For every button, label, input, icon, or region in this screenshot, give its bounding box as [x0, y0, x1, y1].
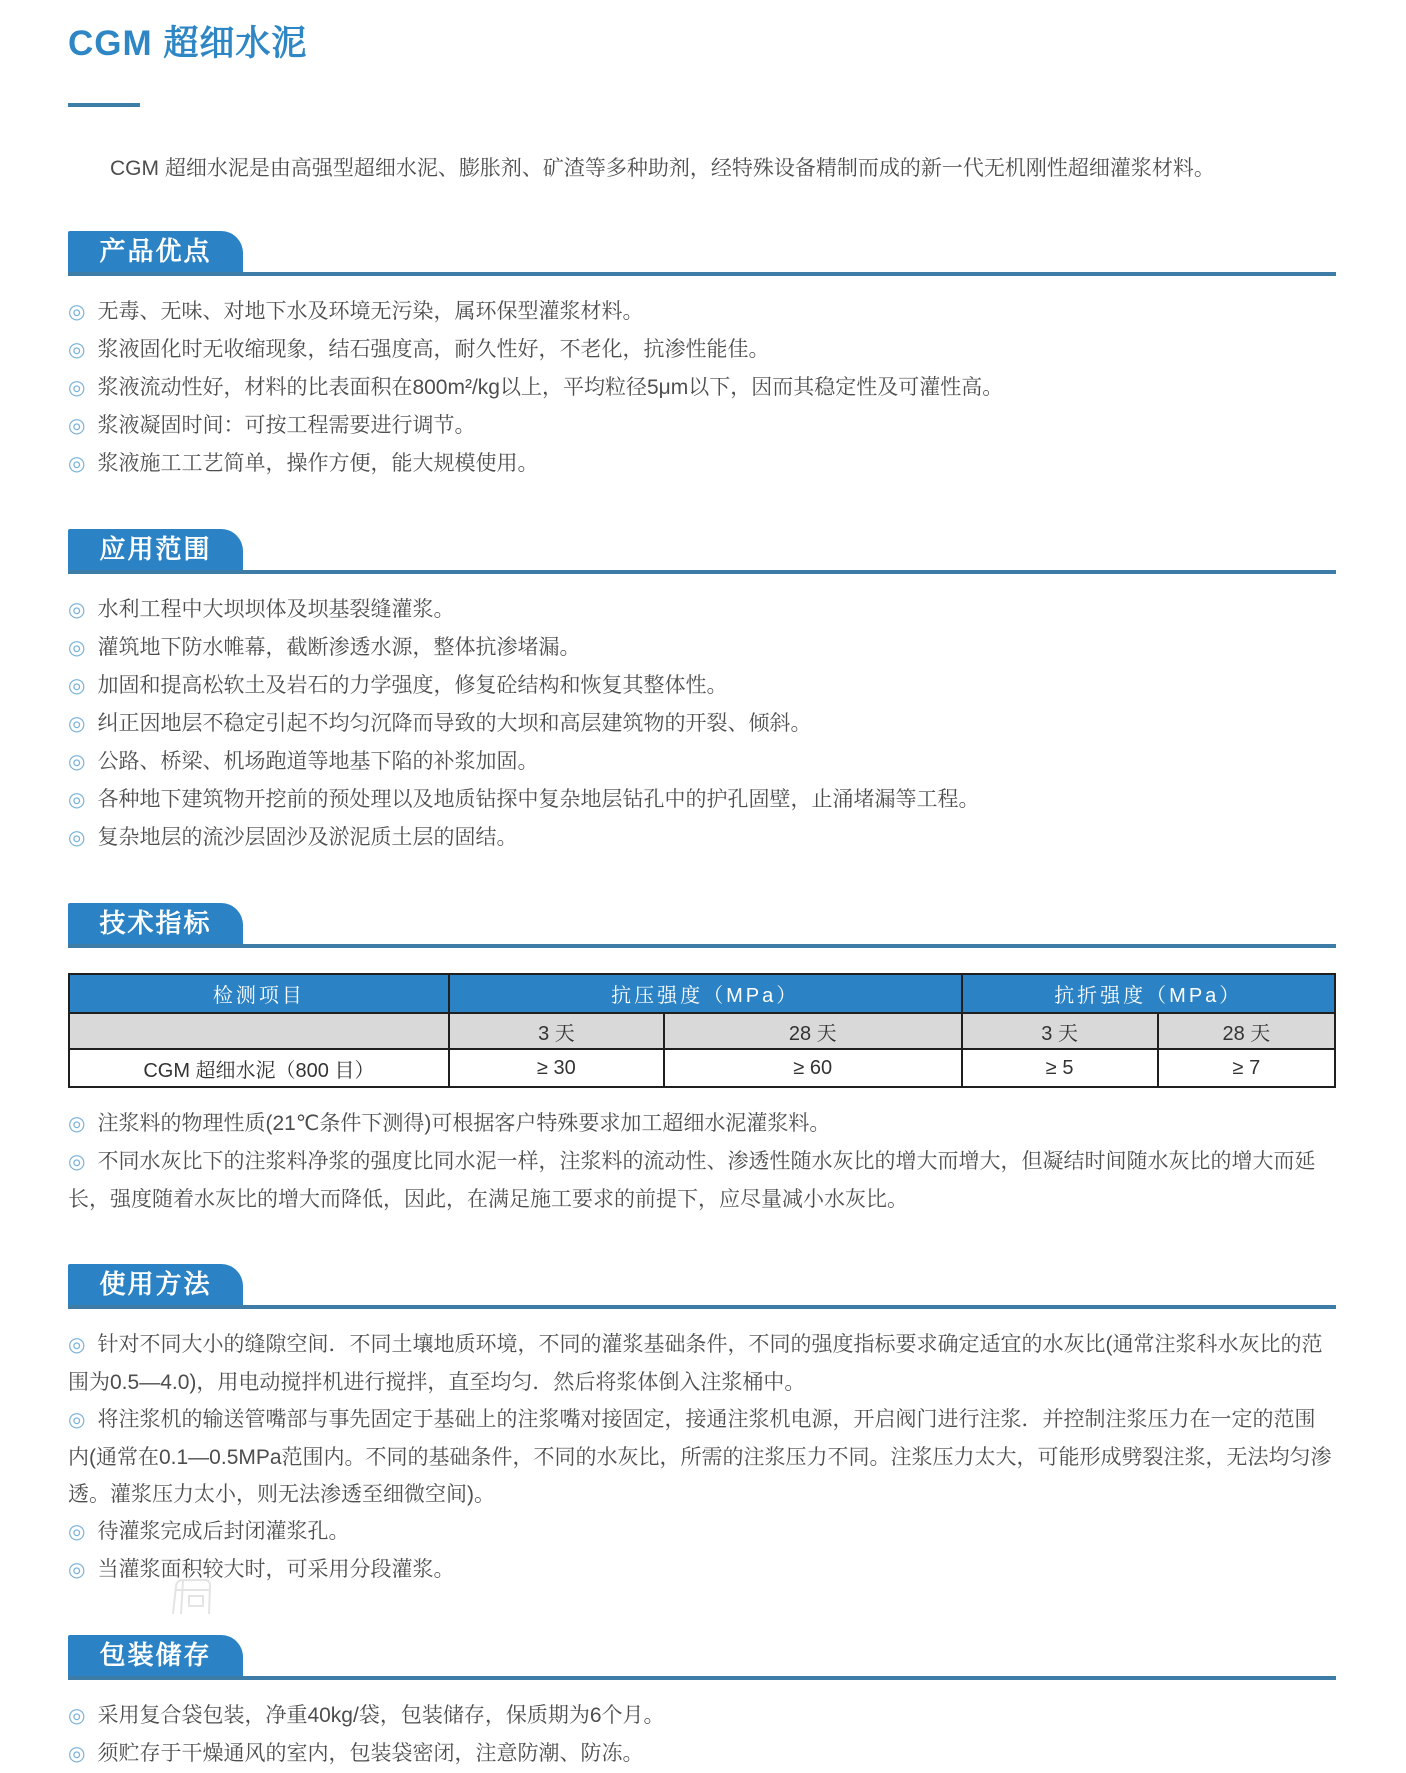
- bullseye-bullet-icon: ◎: [68, 1559, 86, 1581]
- bullseye-bullet-icon: ◎: [68, 453, 86, 475]
- spec-table-flexural-header: 抗折强度（MPa）: [962, 974, 1335, 1013]
- list-item: [68, 407, 1336, 445]
- bullseye-bullet-icon: ◎: [68, 1113, 86, 1135]
- bullseye-bullet-icon: ◎: [68, 675, 86, 697]
- list-item-text: 纠正因地层不稳定引起不均匀沉降而导致的大坝和高层建筑物的开裂、倾斜。: [97, 712, 812, 735]
- list-item-text: 公路、桥梁、机场跑道等地基下陷的补浆加固。: [97, 750, 539, 773]
- list-item: [68, 369, 1336, 407]
- bullseye-bullet-icon: ◎: [68, 599, 86, 621]
- section-specs: [68, 903, 1336, 1218]
- bullseye-bullet-icon: ◎: [68, 713, 86, 735]
- list-item: [68, 705, 1336, 743]
- list-item-text: 灌筑地下防水帷幕，截断渗透水源，整体抗渗堵漏。: [97, 636, 581, 659]
- spec-table-value-cell: ≥ 60: [664, 1049, 962, 1087]
- list-item: [68, 819, 1336, 857]
- spec-table-sub-header-row: [69, 1013, 1335, 1049]
- spec-table-item-cell: CGM 超细水泥（800 目）: [69, 1049, 449, 1087]
- list-item-text: 浆液固化时无收缩现象，结石强度高，耐久性好，不老化，抗渗性能佳。: [97, 338, 770, 361]
- usage-list: [68, 1326, 1336, 1589]
- list-item: [68, 1326, 1336, 1401]
- list-item: [68, 331, 1336, 369]
- bullseye-bullet-icon: ◎: [68, 1521, 86, 1543]
- spec-table-subheader: 3 天: [449, 1013, 664, 1049]
- list-item: [68, 1401, 1336, 1513]
- list-item: [68, 781, 1336, 819]
- spec-table-compressive-header: 抗压强度（MPa）: [449, 974, 962, 1013]
- list-item: [68, 1105, 1336, 1143]
- list-item: [68, 445, 1336, 483]
- spec-table-item-header: 检测项目: [69, 974, 449, 1013]
- list-item-text: 各种地下建筑物开挖前的预处理以及地质钻探中复杂地层钻孔中的护孔固壁，止涌堵漏等工程。: [97, 788, 980, 811]
- bullseye-bullet-icon: ◎: [68, 751, 86, 773]
- spec-table-empty-cell: [69, 1013, 449, 1049]
- list-item: [68, 1143, 1336, 1218]
- list-item: [68, 743, 1336, 781]
- list-item-text: 浆液凝固时间：可按工程需要进行调节。: [97, 414, 476, 437]
- bullseye-bullet-icon: ◎: [68, 789, 86, 811]
- spec-table-data-row: [69, 1049, 1335, 1087]
- bullseye-bullet-icon: ◎: [68, 301, 86, 323]
- bullseye-bullet-icon: ◎: [68, 1743, 86, 1765]
- list-item-text: 注浆料的物理性质(21℃条件下测得)可根据客户特殊要求加工超细水泥灌浆料。: [97, 1112, 831, 1135]
- list-item-text: 不同水灰比下的注浆料净浆的强度比同水泥一样，注浆料的流动性、渗透性随水灰比的增大而增大，但凝结时间随水灰比的增大而延长，强度随着水灰比的增大而降低，因此，在满足施工要求的前提下，应尽量减小水灰比。: [68, 1150, 1316, 1211]
- bullseye-bullet-icon: ◎: [68, 1334, 86, 1356]
- document-page: [0, 16, 1406, 1773]
- list-item-text: 针对不同大小的缝隙空间．不同土壤地质环境，不同的灌浆基础条件，不同的强度指标要求确定适宜的水灰比(通常注浆科水灰比的范围为0.5—4.0)，用电动搅拌机进行搅拌，直至均匀．然后将浆体倒入注浆桶中。: [68, 1333, 1323, 1394]
- section-usage: [68, 1264, 1336, 1589]
- spec-table-value-cell: ≥ 7: [1158, 1049, 1335, 1087]
- list-item: [68, 1551, 1336, 1589]
- list-item-text: 须贮存于干燥通风的室内，包装袋密闭，注意防潮、防冻。: [97, 1742, 644, 1765]
- spec-table-value-cell: ≥ 30: [449, 1049, 664, 1087]
- section-specs-header: [68, 903, 1336, 948]
- section-specs-tab: 技术指标: [68, 903, 243, 944]
- list-item-text: 将注浆机的输送管嘴部与事先固定于基础上的注浆嘴对接固定，接通注浆机电源，开启阀门进行注浆．并控制注浆压力在一定的范围内(通常在0.1—0.5MPa范围内。不同的基础条件，不同的水灰比，所需的注浆压力不同。注浆压力太大，可能形成劈裂注浆，无法均匀渗透。灌浆压力太小，则无法渗透至细微空间)。: [68, 1408, 1332, 1506]
- list-item-text: 复杂地层的流沙层固沙及淤泥质土层的固结。: [97, 826, 518, 849]
- list-item-text: 当灌浆面积较大时，可采用分段灌浆。: [97, 1558, 455, 1581]
- list-item-text: 浆液施工工艺简单，操作方便，能大规模使用。: [97, 452, 539, 475]
- section-advantages-header: [68, 231, 1336, 276]
- bullseye-bullet-icon: ◎: [68, 1409, 86, 1431]
- spec-table-subheader: 3 天: [962, 1013, 1158, 1049]
- bullseye-bullet-icon: ◎: [68, 637, 86, 659]
- page-title: CGM 超细水泥: [68, 24, 308, 63]
- section-storage-header: [68, 1635, 1336, 1680]
- section-usage-header: [68, 1264, 1336, 1309]
- list-item: [68, 1697, 1336, 1735]
- section-advantages: [68, 231, 1336, 483]
- list-item-text: 浆液流动性好，材料的比表面积在800m²/kg以上，平均粒径5μm以下，因而其稳定性及可灌性高。: [97, 376, 1004, 399]
- list-item: [68, 293, 1336, 331]
- spec-table-subheader: 28 天: [1158, 1013, 1335, 1049]
- list-item: [68, 1513, 1336, 1551]
- advantages-list: [68, 293, 1336, 483]
- list-item: [68, 667, 1336, 705]
- section-advantages-tab: 产品优点: [68, 231, 243, 272]
- section-applications: [68, 529, 1336, 857]
- applications-list: [68, 591, 1336, 857]
- spec-table-value-cell: ≥ 5: [962, 1049, 1158, 1087]
- list-item-text: 待灌浆完成后封闭灌浆孔。: [97, 1520, 350, 1543]
- bullseye-bullet-icon: ◎: [68, 377, 86, 399]
- list-item: [68, 629, 1336, 667]
- bullseye-bullet-icon: ◎: [68, 339, 86, 361]
- specs-notes-list: [68, 1105, 1336, 1218]
- spec-table-subheader: 28 天: [664, 1013, 962, 1049]
- bullseye-bullet-icon: ◎: [68, 1151, 86, 1173]
- intro-paragraph: CGM 超细水泥是由高强型超细水泥、膨胀剂、矿渣等多种助剂，经特殊设备精制而成的新一代无机刚性超细灌浆材料。: [110, 157, 1215, 180]
- section-storage-tab: 包装储存: [68, 1635, 243, 1676]
- bullseye-bullet-icon: ◎: [68, 415, 86, 437]
- spec-table-group-header-row: [69, 974, 1335, 1013]
- title-underline: [68, 103, 140, 107]
- list-item: [68, 591, 1336, 629]
- list-item-text: 加固和提高松软土及岩石的力学强度，修复砼结构和恢复其整体性。: [97, 674, 728, 697]
- bullseye-bullet-icon: ◎: [68, 827, 86, 849]
- section-usage-tab: 使用方法: [68, 1264, 243, 1305]
- list-item-text: 无毒、无味、对地下水及环境无污染，属环保型灌浆材料。: [97, 300, 644, 323]
- section-applications-tab: 应用范围: [68, 529, 243, 570]
- section-applications-header: [68, 529, 1336, 574]
- list-item: [68, 1735, 1336, 1773]
- cement-bag-sketch-image: [143, 1576, 243, 1616]
- bullseye-bullet-icon: ◎: [68, 1705, 86, 1727]
- list-item-text: 水利工程中大坝坝体及坝基裂缝灌浆。: [97, 598, 455, 621]
- list-item-text: 采用复合袋包装，净重40kg/袋，包装储存，保质期为6个月。: [97, 1704, 665, 1727]
- spec-table: [68, 973, 1336, 1088]
- storage-list: [68, 1697, 1336, 1773]
- section-storage: [68, 1635, 1336, 1773]
